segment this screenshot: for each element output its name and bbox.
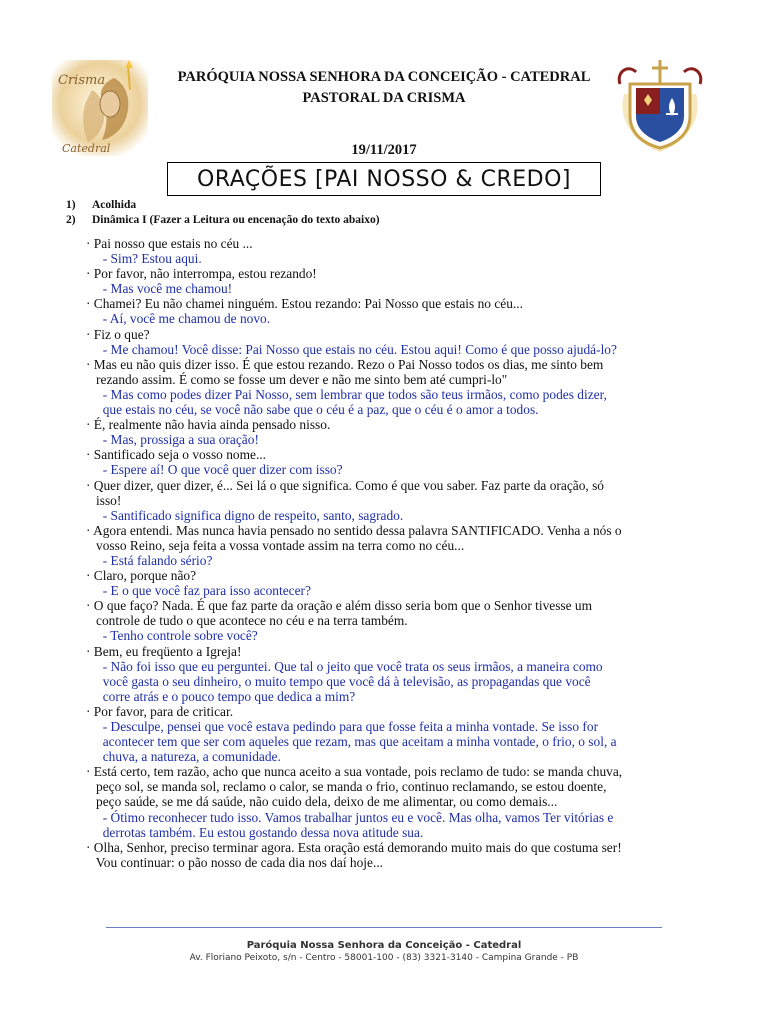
prayer-line: · Pai nosso que estais no céu ... <box>86 236 253 251</box>
prayer-line: · Agora entendi. Mas nunca havia pensado no sentido dessa palavra SANTIFICADO. Venha a nós o <box>86 522 622 538</box>
response-line: - Mas como podes dizer Pai Nosso, sem lembrar que todos são teus irmãos, como podes dizer, <box>86 386 607 402</box>
response-line: - Tenho controle sobre você? <box>86 628 258 644</box>
response-line: - Sim? Estou aqui. <box>86 251 202 267</box>
prayer-line: · Olha, Senhor, preciso terminar agora. Esta oração está demorando muito mais do que costuma ser! <box>86 839 622 855</box>
response-line: - E o que você faz para isso acontecer? <box>86 583 311 599</box>
prayer-line: vosso Reino, seja feita a vossa vontade assim na terra como no céu... <box>86 537 465 553</box>
response-line: chuva, a natureza, a comunidade. <box>86 749 281 765</box>
response-line: - Mas você me chamou! <box>86 281 233 297</box>
prayer-line: · Mas eu não quis dizer isso. É que estou rezando. Rezo o Pai Nosso todos os dias, me sinto bem <box>86 356 604 372</box>
prayer-line: · Por favor, para de criticar. <box>86 703 234 719</box>
prayer-line: · É, realmente não havia ainda pensado nisso. <box>86 417 331 433</box>
response-line: - Aí, você me chamou de novo. <box>86 311 271 327</box>
response-line: - Não foi isso que eu perguntei. Que tal o jeito que você trata os seus irmãos, a maneira como <box>86 658 603 674</box>
response-line: acontecer tem que ser com aqueles que rezam, mas que aceitam a minha vontade, o frio, o sol, a <box>86 734 617 750</box>
response-line: - Santificado significa digno de respeito, santo, sagrado. <box>86 507 404 523</box>
prayer-line: Vou continuar: o pão nosso de cada dia nos daí hoje... <box>86 854 384 870</box>
response-line: que estais no céu, se você não sabe que o céu é a paz, que o céu é o amor a todos. <box>86 402 539 418</box>
response-line: - Desculpe, pensei que você estava pedindo para que fosse feita a minha vontade. Se isso for <box>86 719 599 734</box>
prayer-line: peço sol, se manda sol, reclamo o calor, se manda o frio, continuo reclamando, se estou doente, <box>86 779 607 795</box>
footer-address: Av. Floriano Peixoto, s/n - Centro - 58001-100 - (83) 3321-3140 - Campina Grande - PB <box>189 953 579 963</box>
step-item: 1) Acolhida <box>66 199 137 211</box>
page-title: ORAÇÕES [PAI NOSSO & CREDO] <box>167 162 601 196</box>
response-line: - Mas, prossiga a sua oração! <box>86 432 259 448</box>
prayer-line: · Quer dizer, quer dizer, é... Sei lá o que significa. Como é que vou saber. Faz parte da oração, só <box>86 477 604 493</box>
prayer-line: · Está certo, tem razão, acho que nunca aceito a sua vontade, pois reclamo de tudo: se manda chuva, <box>86 764 623 780</box>
prayer-line: isso! <box>86 492 122 508</box>
prayer-line: · Bem, eu freqüento a Igreja! <box>86 643 242 659</box>
dialog-text <box>86 236 676 870</box>
prayer-line: · Santificado seja o vosso nome... <box>86 447 266 463</box>
logo-text-catedral: Catedral <box>62 142 111 155</box>
prayer-line: · Por favor, não interrompa, estou rezando! <box>86 266 317 282</box>
response-line: corre atrás e o pouco tempo que dedica a mim? <box>86 688 356 704</box>
prayer-line: controle de tudo o que acontece no céu e na terra também. <box>86 613 408 629</box>
response-line: - Me chamou! Você disse: Pai Nosso que estais no céu. Estou aqui! Como é que posso ajudá-lo? <box>86 341 617 357</box>
response-line: - Está falando sério? <box>86 552 213 568</box>
step-item: 2) Dinâmica I (Fazer a Leitura ou encenação do texto abaixo) <box>66 214 380 226</box>
footer-title: Paróquia Nossa Senhora da Conceição - Catedral <box>246 940 522 951</box>
response-line: - Espere aí! O que você quer dizer com isso? <box>86 462 343 478</box>
pastoral-name: PASTORAL DA CRISMA <box>302 90 466 106</box>
logo-text-crisma: Crisma <box>58 73 106 88</box>
prayer-line: · O que faço? Nada. É que faz parte da oração e além disso seria bom que o Senhor tivesse um <box>86 598 593 614</box>
prayer-line: · Chamei? Eu não chamei ninguém. Estou rezando: Pai Nosso que estais no céu... <box>86 296 523 312</box>
response-line: você gasta o seu dinheiro, o muito tempo que você dá à televisão, as propagandas que você <box>86 673 591 689</box>
parish-name: PARÓQUIA NOSSA SENHORA DA CONCEIÇÃO - CATEDRAL <box>177 69 591 85</box>
prayer-line: rezando assim. É como se fosse um dever e não me sinto bem até cumpri-lo" <box>86 371 508 387</box>
footer-divider <box>106 927 662 928</box>
prayer-line: peço saúde, se me dá saúde, não cuido dela, deixo de me alimentar, ou como demais... <box>86 794 558 810</box>
response-line: - Ótimo reconhecer tudo isso. Vamos trabalhar juntos eu e você. Mas olha, vamos Ter vitórias e <box>86 809 614 825</box>
prayer-line: · Claro, porque não? <box>86 568 197 584</box>
response-line: derrotas também. Eu estou gostando dessa nova atitude sua. <box>86 824 424 840</box>
document-date: 19/11/2017 <box>351 142 417 158</box>
steps-list <box>66 198 380 228</box>
prayer-line: · Fiz o que? <box>86 326 150 342</box>
